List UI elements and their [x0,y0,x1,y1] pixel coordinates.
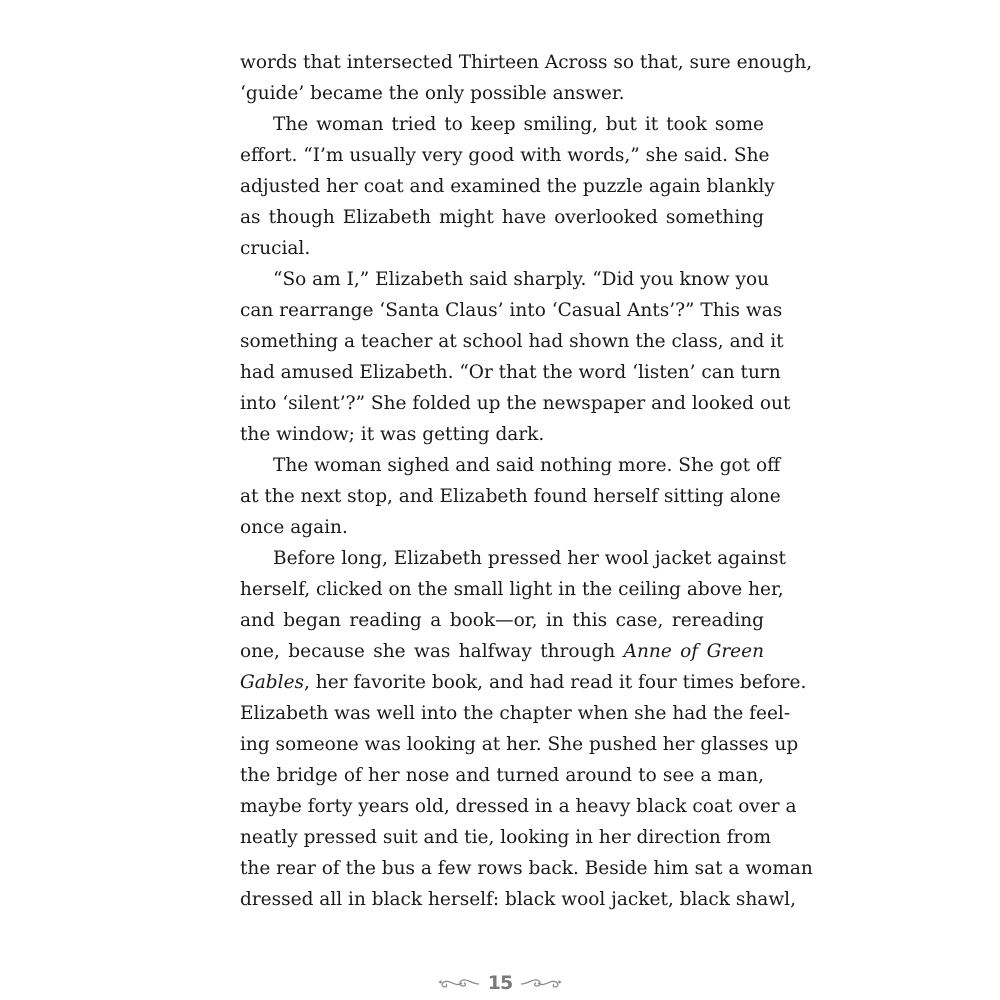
text-line: The woman sighed and said nothing more. She got off [273,455,781,476]
text-line: can rearrange ‘Santa Claus’ into ‘Casual Ants’?” This was [240,300,783,321]
text-line: once again. [240,517,348,538]
text-line: the rear of the bus a few rows back. Beside him sat a woman [240,858,813,879]
text-line: had amused Elizabeth. “Or that the word ‘listen’ can turn [240,362,781,383]
text-line: as though Elizabeth might have overlooked something [240,207,764,228]
text-line: Elizabeth was well into the chapter when she had the feel- [240,703,791,724]
text-line: maybe forty years old, dressed in a heavy black coat over a [240,796,797,817]
text-line: neatly pressed suit and tie, looking in her direction from [240,827,772,848]
flourish-left-icon [438,976,480,990]
text-line: into ‘silent’?” She folded up the newspaper and looked out [240,393,791,414]
text-line: the window; it was getting dark. [240,424,545,445]
text-line: effort. “I’m usually very good with words,” she said. She [240,145,770,166]
text-line: crucial. [240,238,311,259]
text-line: and began reading a book—or, in this case, rereading [240,610,764,631]
body-text [240,47,813,915]
text-run: , her favorite book, and had read it four times before. [304,672,807,693]
text-line [240,667,807,698]
flourish-right-icon [520,976,562,990]
text-line: herself, clicked on the small light in the ceiling above her, [240,579,784,600]
text-run: one, because she was halfway through [240,641,624,662]
text-line: “So am I,” Elizabeth said sharply. “Did you know you [273,269,770,290]
page-number: 15 [487,972,513,994]
text-line: dressed all in black herself: black wool jacket, black shawl, [240,889,796,910]
text-line: ‘guide’ became the only possible answer. [240,83,625,104]
text-line: something a teacher at school had shown the class, and it [240,331,784,352]
text-line: The woman tried to keep smiling, but it took some [273,114,764,135]
page-footer [0,970,1000,996]
text-line: ing someone was looking at her. She pushed her glasses up [240,734,799,755]
text-line: Before long, Elizabeth pressed her wool jacket against [273,548,786,569]
text-line: adjusted her coat and examined the puzzle again blankly [240,176,775,197]
text-line [240,636,764,667]
text-line: words that intersected Thirteen Across so that, sure enough, [240,52,813,73]
text-line: the bridge of her nose and turned around to see a man, [240,765,764,786]
book-title-italic: Anne of Green [623,641,764,662]
text-line: at the next stop, and Elizabeth found herself sitting alone [240,486,781,507]
book-title-italic: Gables [240,672,305,693]
